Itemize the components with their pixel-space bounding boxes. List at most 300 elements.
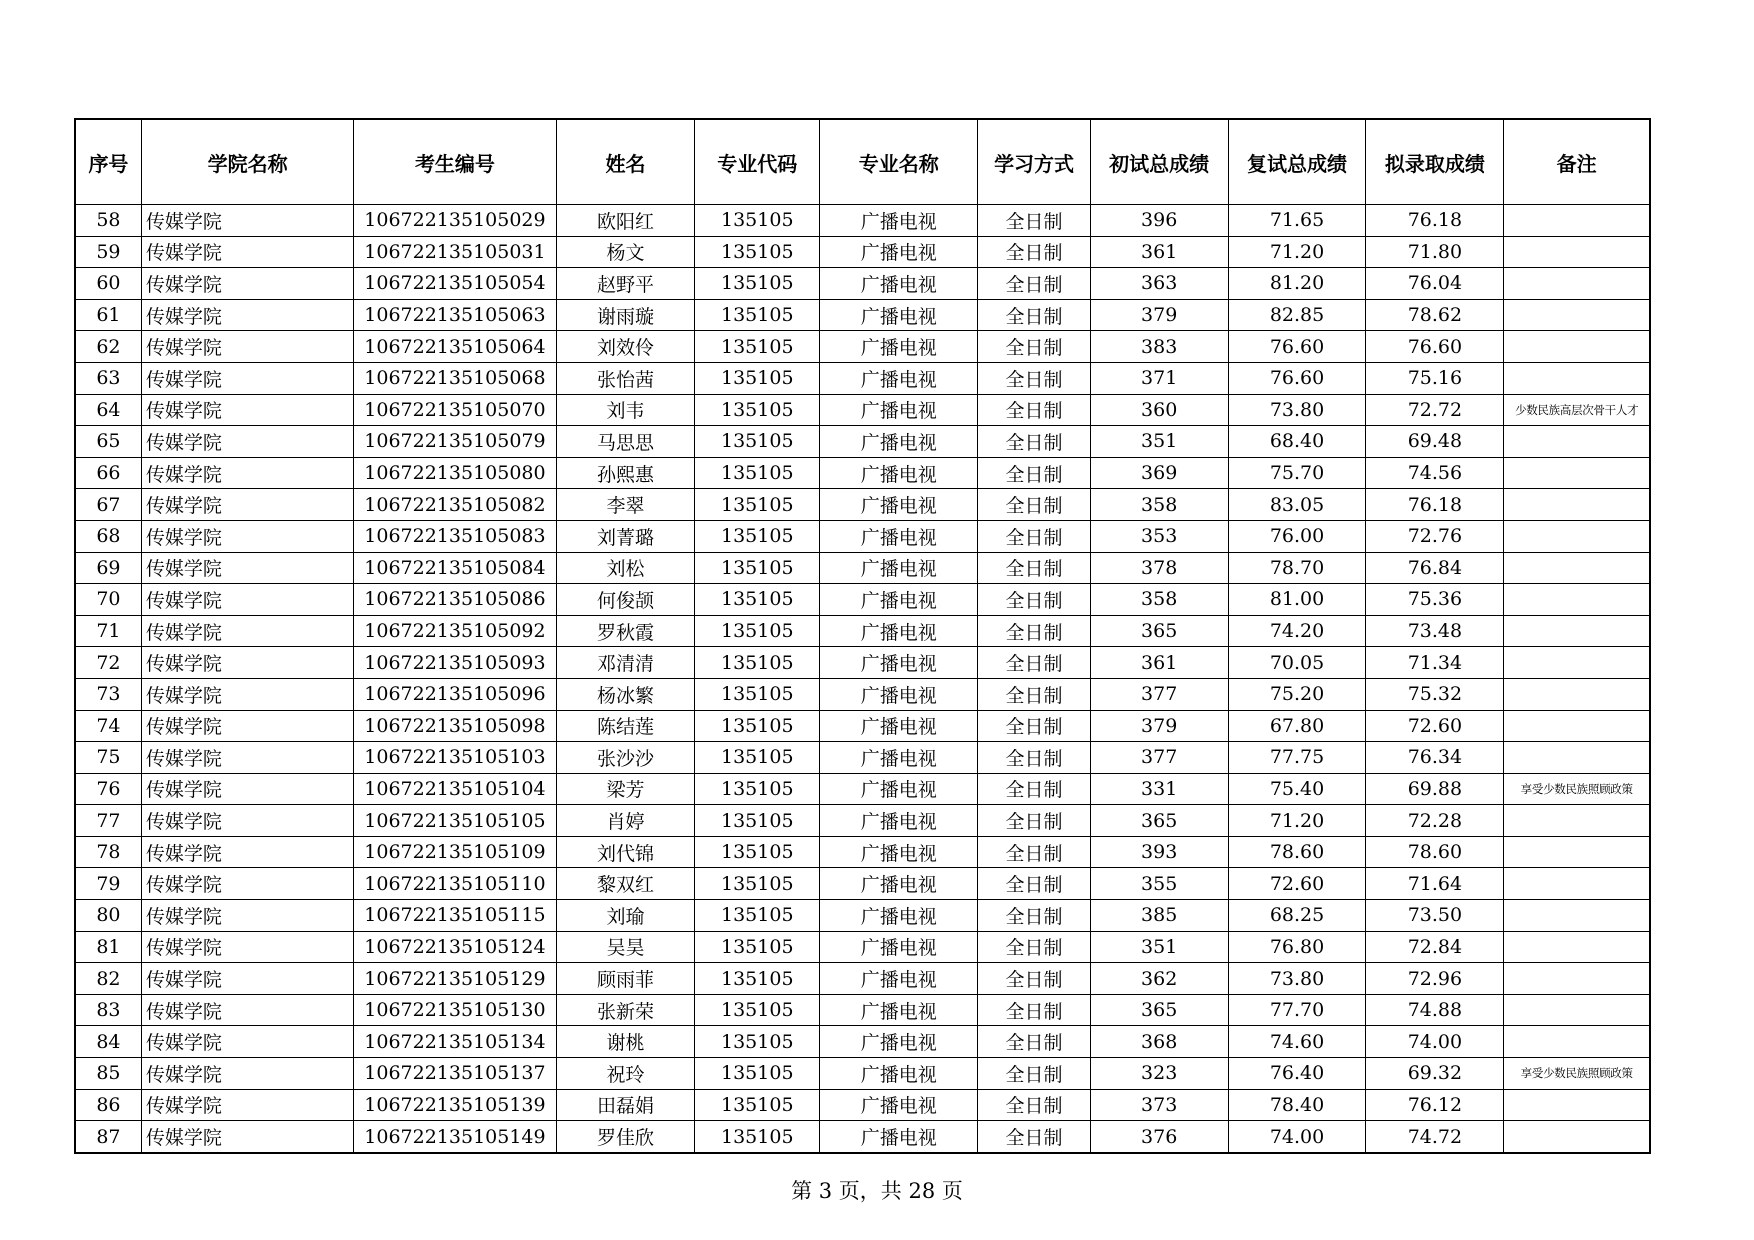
cell-exam-id: 106722135105096 <box>354 678 556 710</box>
cell-admission-score: 76.18 <box>1366 489 1504 521</box>
cell-admission-score: 76.18 <box>1366 205 1504 237</box>
cell-college: 传媒学院 <box>141 994 353 1026</box>
cell-major-code: 135105 <box>695 584 820 616</box>
cell-study-mode: 全日制 <box>978 331 1090 363</box>
cell-seq: 85 <box>75 1058 141 1090</box>
cell-admission-score: 74.72 <box>1366 1121 1504 1153</box>
cell-college: 传媒学院 <box>141 584 353 616</box>
cell-retest-score: 74.20 <box>1228 615 1366 647</box>
cell-college: 传媒学院 <box>141 1026 353 1058</box>
cell-remark <box>1504 963 1650 995</box>
cell-retest-score: 71.20 <box>1228 236 1366 268</box>
page-footer: 第 3 页，共 28 页 <box>791 1179 963 1203</box>
cell-exam-id: 106722135105134 <box>354 1026 556 1058</box>
table-row <box>75 900 1650 932</box>
cell-initial-score: 379 <box>1090 710 1228 742</box>
cell-major-name: 广播电视 <box>820 963 978 995</box>
cell-name: 谢雨璇 <box>556 299 695 331</box>
table-row <box>75 931 1650 963</box>
cell-study-mode: 全日制 <box>978 362 1090 394</box>
table-row <box>75 773 1650 805</box>
cell-remark <box>1504 678 1650 710</box>
cell-admission-score: 71.34 <box>1366 647 1504 679</box>
cell-exam-id: 106722135105084 <box>354 552 556 584</box>
cell-initial-score: 361 <box>1090 236 1228 268</box>
cell-major-code: 135105 <box>695 994 820 1026</box>
cell-admission-score: 76.04 <box>1366 268 1504 300</box>
cell-college: 传媒学院 <box>141 805 353 837</box>
table-row <box>75 1089 1650 1121</box>
cell-retest-score: 68.25 <box>1228 900 1366 932</box>
cell-seq: 76 <box>75 773 141 805</box>
cell-major-name: 广播电视 <box>820 647 978 679</box>
cell-admission-score: 72.84 <box>1366 931 1504 963</box>
cell-remark <box>1504 710 1650 742</box>
cell-major-code: 135105 <box>695 615 820 647</box>
cell-name: 陈结莲 <box>556 710 695 742</box>
cell-study-mode: 全日制 <box>978 268 1090 300</box>
cell-name: 罗佳欣 <box>556 1121 695 1153</box>
table-row <box>75 963 1650 995</box>
table-row <box>75 868 1650 900</box>
cell-seq: 60 <box>75 268 141 300</box>
cell-major-name: 广播电视 <box>820 836 978 868</box>
cell-initial-score: 362 <box>1090 963 1228 995</box>
cell-admission-score: 72.96 <box>1366 963 1504 995</box>
cell-seq: 64 <box>75 394 141 426</box>
cell-initial-score: 361 <box>1090 647 1228 679</box>
cell-exam-id: 106722135105110 <box>354 868 556 900</box>
cell-retest-score: 81.20 <box>1228 268 1366 300</box>
cell-study-mode: 全日制 <box>978 647 1090 679</box>
cell-major-code: 135105 <box>695 1089 820 1121</box>
cell-retest-score: 76.40 <box>1228 1058 1366 1090</box>
cell-initial-score: 396 <box>1090 205 1228 237</box>
cell-seq: 69 <box>75 552 141 584</box>
cell-exam-id: 106722135105103 <box>354 742 556 774</box>
cell-study-mode: 全日制 <box>978 805 1090 837</box>
cell-exam-id: 106722135105083 <box>354 520 556 552</box>
cell-remark <box>1504 426 1650 458</box>
cell-retest-score: 67.80 <box>1228 710 1366 742</box>
cell-name: 梁芳 <box>556 773 695 805</box>
cell-remark <box>1504 236 1650 268</box>
cell-remark <box>1504 268 1650 300</box>
cell-remark <box>1504 552 1650 584</box>
cell-retest-score: 71.65 <box>1228 205 1366 237</box>
cell-exam-id: 106722135105064 <box>354 331 556 363</box>
cell-seq: 79 <box>75 868 141 900</box>
table-row <box>75 457 1650 489</box>
cell-study-mode: 全日制 <box>978 963 1090 995</box>
cell-exam-id: 106722135105115 <box>354 900 556 932</box>
cell-major-name: 广播电视 <box>820 236 978 268</box>
cell-study-mode: 全日制 <box>978 426 1090 458</box>
cell-exam-id: 106722135105080 <box>354 457 556 489</box>
cell-remark <box>1504 362 1650 394</box>
cell-name: 刘效伶 <box>556 331 695 363</box>
cell-name: 何俊颉 <box>556 584 695 616</box>
header-initial-score: 初试总成绩 <box>1090 119 1228 205</box>
cell-major-code: 135105 <box>695 710 820 742</box>
cell-seq: 59 <box>75 236 141 268</box>
cell-name: 刘代锦 <box>556 836 695 868</box>
cell-name: 李翠 <box>556 489 695 521</box>
cell-seq: 78 <box>75 836 141 868</box>
cell-college: 传媒学院 <box>141 331 353 363</box>
cell-major-code: 135105 <box>695 362 820 394</box>
cell-admission-score: 76.60 <box>1366 331 1504 363</box>
cell-initial-score: 351 <box>1090 931 1228 963</box>
cell-major-code: 135105 <box>695 1026 820 1058</box>
cell-admission-score: 75.36 <box>1366 584 1504 616</box>
cell-major-name: 广播电视 <box>820 615 978 647</box>
cell-major-name: 广播电视 <box>820 1089 978 1121</box>
table-row <box>75 331 1650 363</box>
cell-major-code: 135105 <box>695 963 820 995</box>
table-row <box>75 1121 1650 1153</box>
cell-initial-score: 355 <box>1090 868 1228 900</box>
cell-major-name: 广播电视 <box>820 489 978 521</box>
cell-college: 传媒学院 <box>141 1089 353 1121</box>
cell-retest-score: 76.80 <box>1228 931 1366 963</box>
cell-initial-score: 368 <box>1090 1026 1228 1058</box>
cell-seq: 68 <box>75 520 141 552</box>
cell-admission-score: 69.48 <box>1366 426 1504 458</box>
cell-major-code: 135105 <box>695 836 820 868</box>
cell-remark <box>1504 1121 1650 1153</box>
cell-initial-score: 393 <box>1090 836 1228 868</box>
cell-college: 传媒学院 <box>141 394 353 426</box>
cell-study-mode: 全日制 <box>978 584 1090 616</box>
cell-seq: 66 <box>75 457 141 489</box>
cell-admission-score: 72.28 <box>1366 805 1504 837</box>
cell-retest-score: 71.20 <box>1228 805 1366 837</box>
cell-initial-score: 365 <box>1090 615 1228 647</box>
cell-study-mode: 全日制 <box>978 710 1090 742</box>
cell-exam-id: 106722135105124 <box>354 931 556 963</box>
cell-major-code: 135105 <box>695 394 820 426</box>
cell-exam-id: 106722135105079 <box>354 426 556 458</box>
table-row <box>75 268 1650 300</box>
cell-major-code: 135105 <box>695 457 820 489</box>
cell-major-name: 广播电视 <box>820 773 978 805</box>
cell-college: 传媒学院 <box>141 773 353 805</box>
cell-initial-score: 383 <box>1090 331 1228 363</box>
table-row <box>75 836 1650 868</box>
cell-major-code: 135105 <box>695 742 820 774</box>
table-row <box>75 236 1650 268</box>
cell-college: 传媒学院 <box>141 900 353 932</box>
cell-study-mode: 全日制 <box>978 489 1090 521</box>
cell-exam-id: 106722135105031 <box>354 236 556 268</box>
cell-study-mode: 全日制 <box>978 1026 1090 1058</box>
cell-seq: 70 <box>75 584 141 616</box>
cell-retest-score: 70.05 <box>1228 647 1366 679</box>
cell-remark: 享受少数民族照顾政策 <box>1504 1058 1650 1090</box>
cell-initial-score: 377 <box>1090 742 1228 774</box>
cell-major-name: 广播电视 <box>820 520 978 552</box>
cell-college: 传媒学院 <box>141 299 353 331</box>
cell-exam-id: 106722135105098 <box>354 710 556 742</box>
cell-major-name: 广播电视 <box>820 457 978 489</box>
cell-remark <box>1504 931 1650 963</box>
cell-study-mode: 全日制 <box>978 1089 1090 1121</box>
cell-major-name: 广播电视 <box>820 205 978 237</box>
cell-major-name: 广播电视 <box>820 994 978 1026</box>
cell-major-name: 广播电视 <box>820 268 978 300</box>
header-major-name: 专业名称 <box>820 119 978 205</box>
cell-exam-id: 106722135105082 <box>354 489 556 521</box>
cell-remark <box>1504 331 1650 363</box>
cell-remark <box>1504 489 1650 521</box>
header-major-code: 专业代码 <box>695 119 820 205</box>
table-row <box>75 205 1650 237</box>
cell-seq: 86 <box>75 1089 141 1121</box>
cell-name: 顾雨菲 <box>556 963 695 995</box>
header-remark: 备注 <box>1504 119 1650 205</box>
cell-seq: 75 <box>75 742 141 774</box>
cell-major-name: 广播电视 <box>820 710 978 742</box>
cell-study-mode: 全日制 <box>978 742 1090 774</box>
cell-seq: 61 <box>75 299 141 331</box>
admission-table <box>74 118 1651 1154</box>
header-admission-score: 拟录取成绩 <box>1366 119 1504 205</box>
cell-retest-score: 74.00 <box>1228 1121 1366 1153</box>
cell-study-mode: 全日制 <box>978 1058 1090 1090</box>
admission-table-container <box>74 118 1651 1154</box>
header-exam-id: 考生编号 <box>354 119 556 205</box>
cell-admission-score: 75.32 <box>1366 678 1504 710</box>
cell-remark <box>1504 1089 1650 1121</box>
cell-initial-score: 363 <box>1090 268 1228 300</box>
cell-major-code: 135105 <box>695 268 820 300</box>
cell-major-name: 广播电视 <box>820 362 978 394</box>
cell-name: 肖婷 <box>556 805 695 837</box>
cell-study-mode: 全日制 <box>978 615 1090 647</box>
cell-exam-id: 106722135105054 <box>354 268 556 300</box>
cell-name: 刘韦 <box>556 394 695 426</box>
cell-major-name: 广播电视 <box>820 868 978 900</box>
cell-college: 传媒学院 <box>141 963 353 995</box>
cell-initial-score: 358 <box>1090 584 1228 616</box>
cell-remark <box>1504 994 1650 1026</box>
cell-seq: 83 <box>75 994 141 1026</box>
cell-initial-score: 371 <box>1090 362 1228 394</box>
cell-initial-score: 331 <box>1090 773 1228 805</box>
cell-retest-score: 78.70 <box>1228 552 1366 584</box>
cell-college: 传媒学院 <box>141 615 353 647</box>
cell-exam-id: 106722135105129 <box>354 963 556 995</box>
table-header-row <box>75 119 1650 205</box>
cell-study-mode: 全日制 <box>978 836 1090 868</box>
cell-initial-score: 365 <box>1090 994 1228 1026</box>
cell-exam-id: 106722135105070 <box>354 394 556 426</box>
cell-retest-score: 78.40 <box>1228 1089 1366 1121</box>
cell-study-mode: 全日制 <box>978 994 1090 1026</box>
table-row <box>75 742 1650 774</box>
header-study-mode: 学习方式 <box>978 119 1090 205</box>
cell-college: 传媒学院 <box>141 457 353 489</box>
cell-exam-id: 106722135105092 <box>354 615 556 647</box>
cell-initial-score: 323 <box>1090 1058 1228 1090</box>
cell-college: 传媒学院 <box>141 742 353 774</box>
cell-college: 传媒学院 <box>141 426 353 458</box>
cell-remark: 享受少数民族照顾政策 <box>1504 773 1650 805</box>
cell-major-code: 135105 <box>695 520 820 552</box>
cell-seq: 84 <box>75 1026 141 1058</box>
cell-major-name: 广播电视 <box>820 742 978 774</box>
table-row <box>75 362 1650 394</box>
cell-exam-id: 106722135105130 <box>354 994 556 1026</box>
cell-major-name: 广播电视 <box>820 552 978 584</box>
cell-exam-id: 106722135105029 <box>354 205 556 237</box>
cell-remark <box>1504 584 1650 616</box>
cell-name: 欧阳红 <box>556 205 695 237</box>
cell-admission-score: 75.16 <box>1366 362 1504 394</box>
cell-seq: 77 <box>75 805 141 837</box>
cell-remark <box>1504 836 1650 868</box>
cell-name: 吴昊 <box>556 931 695 963</box>
cell-exam-id: 106722135105093 <box>354 647 556 679</box>
cell-remark <box>1504 900 1650 932</box>
cell-remark <box>1504 805 1650 837</box>
cell-admission-score: 69.32 <box>1366 1058 1504 1090</box>
cell-major-code: 135105 <box>695 868 820 900</box>
cell-college: 传媒学院 <box>141 647 353 679</box>
cell-seq: 67 <box>75 489 141 521</box>
cell-admission-score: 74.88 <box>1366 994 1504 1026</box>
cell-seq: 58 <box>75 205 141 237</box>
cell-study-mode: 全日制 <box>978 773 1090 805</box>
cell-name: 孙熙惠 <box>556 457 695 489</box>
cell-remark <box>1504 868 1650 900</box>
cell-major-name: 广播电视 <box>820 426 978 458</box>
cell-admission-score: 69.88 <box>1366 773 1504 805</box>
table-row <box>75 584 1650 616</box>
cell-remark <box>1504 205 1650 237</box>
table-row <box>75 489 1650 521</box>
cell-admission-score: 72.72 <box>1366 394 1504 426</box>
cell-name: 刘瑜 <box>556 900 695 932</box>
cell-retest-score: 72.60 <box>1228 868 1366 900</box>
cell-major-name: 广播电视 <box>820 1121 978 1153</box>
cell-exam-id: 106722135105086 <box>354 584 556 616</box>
cell-initial-score: 378 <box>1090 552 1228 584</box>
cell-major-name: 广播电视 <box>820 931 978 963</box>
cell-retest-score: 83.05 <box>1228 489 1366 521</box>
cell-admission-score: 74.00 <box>1366 1026 1504 1058</box>
table-row <box>75 299 1650 331</box>
cell-major-code: 135105 <box>695 900 820 932</box>
table-row <box>75 994 1650 1026</box>
cell-college: 传媒学院 <box>141 931 353 963</box>
cell-exam-id: 106722135105104 <box>354 773 556 805</box>
cell-admission-score: 74.56 <box>1366 457 1504 489</box>
header-name: 姓名 <box>556 119 695 205</box>
cell-seq: 73 <box>75 678 141 710</box>
cell-admission-score: 76.84 <box>1366 552 1504 584</box>
cell-study-mode: 全日制 <box>978 394 1090 426</box>
cell-retest-score: 82.85 <box>1228 299 1366 331</box>
cell-exam-id: 106722135105105 <box>354 805 556 837</box>
cell-admission-score: 71.80 <box>1366 236 1504 268</box>
cell-retest-score: 75.20 <box>1228 678 1366 710</box>
cell-major-name: 广播电视 <box>820 1026 978 1058</box>
cell-name: 张怡茜 <box>556 362 695 394</box>
cell-major-code: 135105 <box>695 1121 820 1153</box>
cell-initial-score: 379 <box>1090 299 1228 331</box>
cell-retest-score: 78.60 <box>1228 836 1366 868</box>
cell-college: 传媒学院 <box>141 520 353 552</box>
cell-admission-score: 76.12 <box>1366 1089 1504 1121</box>
cell-study-mode: 全日制 <box>978 868 1090 900</box>
cell-major-name: 广播电视 <box>820 299 978 331</box>
cell-college: 传媒学院 <box>141 1058 353 1090</box>
cell-initial-score: 360 <box>1090 394 1228 426</box>
cell-name: 杨文 <box>556 236 695 268</box>
cell-seq: 72 <box>75 647 141 679</box>
cell-major-code: 135105 <box>695 299 820 331</box>
table-row <box>75 1058 1650 1090</box>
cell-college: 传媒学院 <box>141 362 353 394</box>
cell-seq: 63 <box>75 362 141 394</box>
cell-admission-score: 73.50 <box>1366 900 1504 932</box>
cell-retest-score: 76.60 <box>1228 331 1366 363</box>
cell-name: 邓清清 <box>556 647 695 679</box>
cell-name: 罗秋霞 <box>556 615 695 647</box>
cell-seq: 74 <box>75 710 141 742</box>
cell-exam-id: 106722135105139 <box>354 1089 556 1121</box>
cell-college: 传媒学院 <box>141 868 353 900</box>
table-row <box>75 710 1650 742</box>
cell-retest-score: 68.40 <box>1228 426 1366 458</box>
cell-initial-score: 373 <box>1090 1089 1228 1121</box>
cell-remark <box>1504 299 1650 331</box>
cell-major-name: 广播电视 <box>820 584 978 616</box>
cell-name: 赵野平 <box>556 268 695 300</box>
cell-major-code: 135105 <box>695 236 820 268</box>
cell-name: 张沙沙 <box>556 742 695 774</box>
table-body <box>75 205 1650 1153</box>
cell-major-name: 广播电视 <box>820 805 978 837</box>
cell-study-mode: 全日制 <box>978 457 1090 489</box>
header-seq: 序号 <box>75 119 141 205</box>
cell-retest-score: 81.00 <box>1228 584 1366 616</box>
cell-name: 杨冰繁 <box>556 678 695 710</box>
cell-seq: 87 <box>75 1121 141 1153</box>
cell-exam-id: 106722135105068 <box>354 362 556 394</box>
cell-college: 传媒学院 <box>141 205 353 237</box>
cell-retest-score: 74.60 <box>1228 1026 1366 1058</box>
cell-admission-score: 78.62 <box>1366 299 1504 331</box>
cell-admission-score: 71.64 <box>1366 868 1504 900</box>
cell-exam-id: 106722135105063 <box>354 299 556 331</box>
cell-remark <box>1504 1026 1650 1058</box>
cell-name: 祝玲 <box>556 1058 695 1090</box>
cell-study-mode: 全日制 <box>978 299 1090 331</box>
cell-college: 传媒学院 <box>141 678 353 710</box>
cell-exam-id: 106722135105109 <box>354 836 556 868</box>
cell-major-code: 135105 <box>695 331 820 363</box>
cell-name: 谢桃 <box>556 1026 695 1058</box>
cell-remark <box>1504 457 1650 489</box>
cell-retest-score: 76.60 <box>1228 362 1366 394</box>
cell-college: 传媒学院 <box>141 1121 353 1153</box>
cell-major-code: 135105 <box>695 931 820 963</box>
cell-major-code: 135105 <box>695 773 820 805</box>
table-row <box>75 1026 1650 1058</box>
